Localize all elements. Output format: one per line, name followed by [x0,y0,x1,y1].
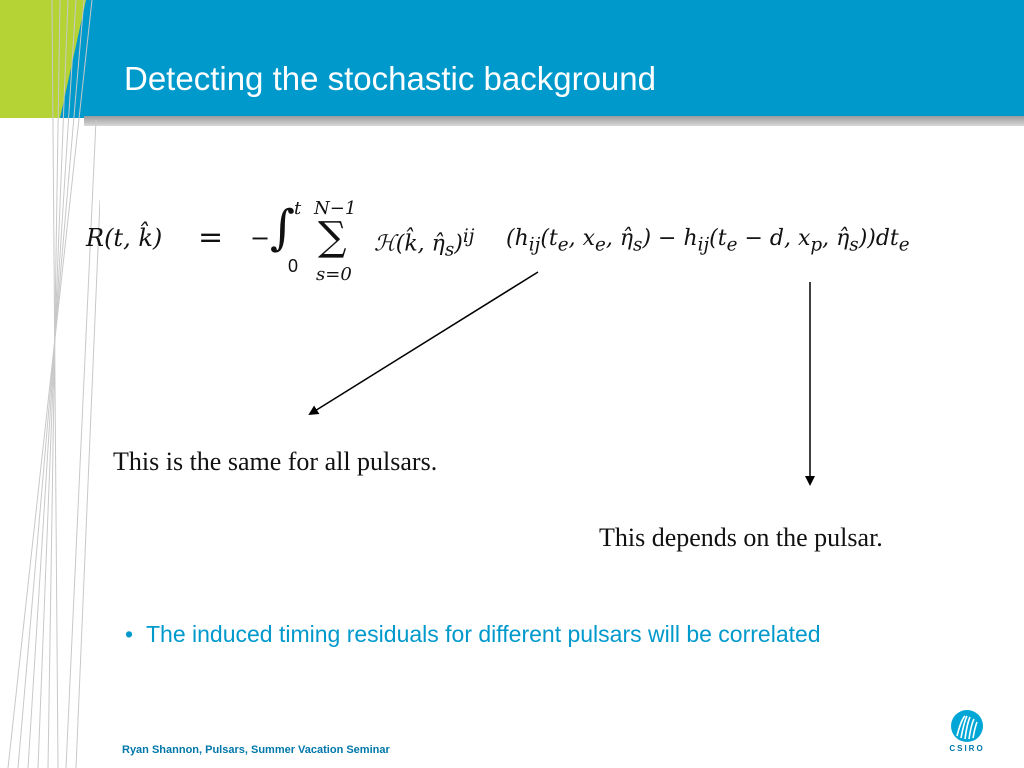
equation-equals: = [198,220,224,255]
equation-lhs: R(t, k̂) [86,224,163,252]
term-h1-args-end: , η̂ [605,226,634,251]
equation-minus: − [250,224,271,252]
logo-caption: CSIRO [949,744,985,753]
bullet-marker: • [125,621,134,647]
term-h2-args-sub2: p [810,234,823,256]
bullet-item [125,618,885,651]
term-h2-args-end: , η̂ [822,226,850,251]
term-h1-sub: ij [528,234,541,256]
term-h1-args-sub2: e [595,234,606,256]
integral-lower-limit: 0 [288,256,299,276]
integral-upper-limit: t [294,198,302,219]
term-h1-text: (h [506,226,529,251]
note-same-for-all: This is the same for all pulsars. [113,447,438,476]
sum-upper-limit: N−1 [314,198,357,219]
footer-text: Ryan Shannon, Pulsars, Summer Vacation Seminar [122,744,390,756]
term-h1-args-sub3: s [633,234,643,256]
slide-title: Detecting the stochastic background [124,60,656,97]
term-H-sup: ij [462,226,475,247]
term-h1-args: (t [540,226,558,251]
term-h1-close: ) − h [642,226,698,251]
term-h2-close: ))dt [858,226,899,251]
arrow-to-same-note [310,272,538,414]
term-H-text: ℋ(k̂, η̂ [374,231,445,257]
term-H-close: ) [454,231,463,257]
term-h1-args-mid: , x [568,226,596,251]
term-h2-args: (t [709,226,727,251]
term-h2-args-sub3: s [849,234,859,256]
term-h2-args-sub1: e [726,234,738,256]
term-h2-args-mid: − d, x [737,226,811,251]
sum-lower-limit: s=0 [316,264,352,285]
term-h2-close-sub: e [898,234,910,256]
note-depends-on-pulsar: This depends on the pulsar. [599,523,883,552]
term-h1-args-sub1: e [557,234,569,256]
term-h2-sub: ij [697,234,710,256]
integral-sign: ∫ [270,200,296,256]
bullet-text: The induced timing residuals for different pulsars will be correlated [146,621,821,647]
term-H-sub: s [444,239,455,261]
sum-sign: ∑ [318,214,347,260]
